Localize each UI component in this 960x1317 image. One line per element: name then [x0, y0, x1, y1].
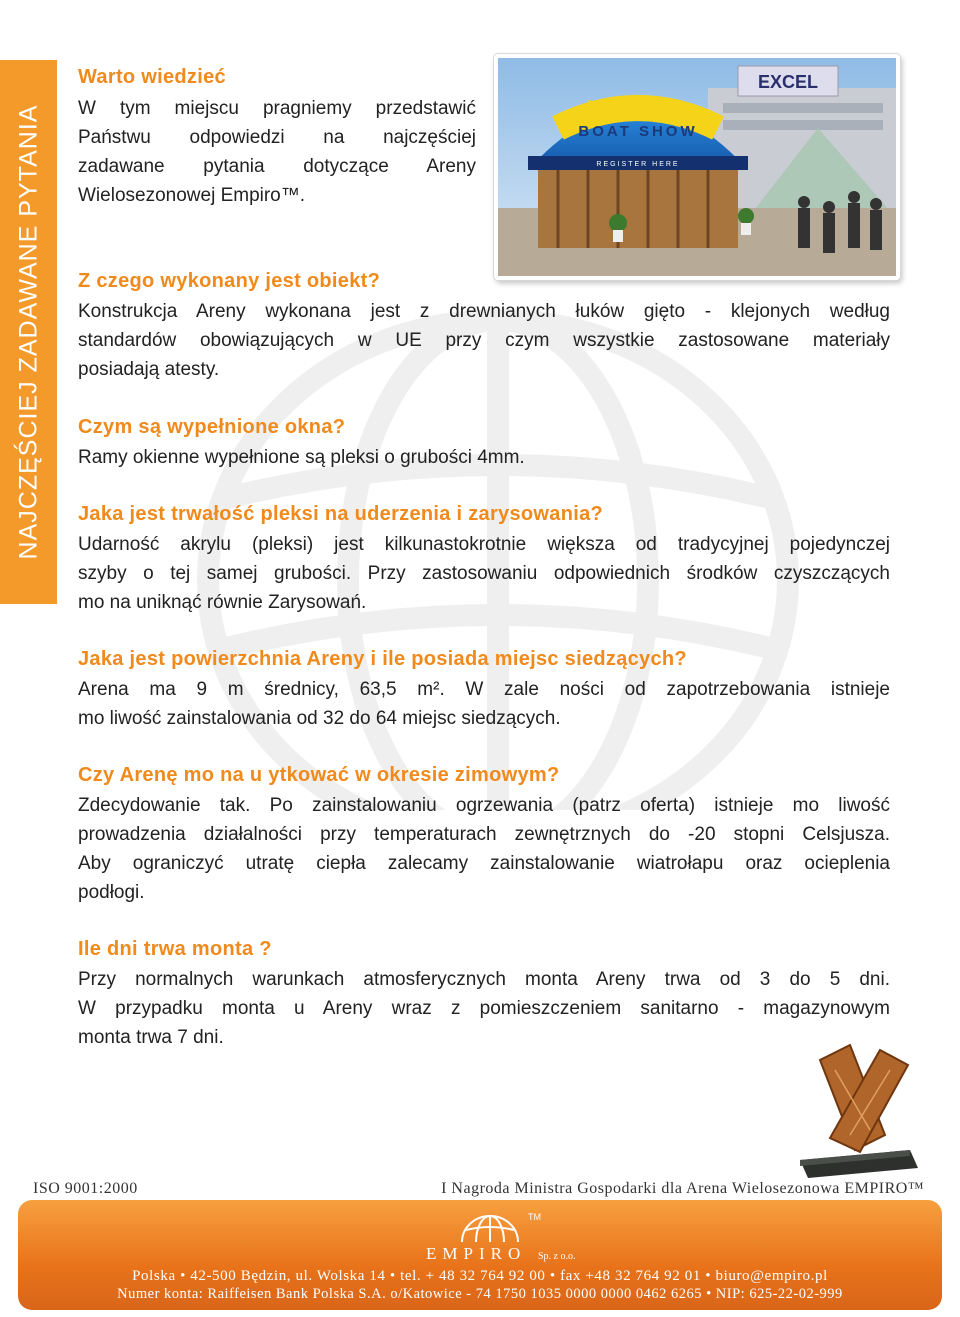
intro-line: Państwu odpowiedzi na najczęściej — [78, 127, 476, 148]
answer-line: Aby ograniczyć utratę ciepła zalecamy zainstalowanie wiatrołapu oraz ocieplenia — [78, 853, 890, 874]
logo-suffix: Sp. z o.o. — [538, 1251, 576, 1262]
answer-line: standardów obowiązujących w UE przy czym wszystkie zastosowane materiały — [78, 330, 890, 351]
dome-title-bottom: BOAT SHOW — [578, 123, 698, 140]
dome-title-top: LONDON — [587, 97, 689, 114]
answer-line: Zdecydowanie tak. Po zainstalowaniu ogrzewania (patrz oferta) istnieje mo liwość — [78, 795, 890, 816]
faq-answer — [78, 791, 890, 907]
answer-line: Konstrukcja Areny wykonana jest z drewnianych łuków gięto - klejonych według — [78, 301, 890, 322]
faq-question: Z czego wykonany jest obiekt? — [78, 270, 381, 292]
answer-line: Przy normalnych warunkach atmosferycznych monta Areny trwa od 3 do 5 dni. — [78, 969, 890, 990]
faq-question: Czym są wypełnione okna? — [78, 416, 346, 438]
intro-line: W tym miejscu pragniemy przedstawić — [78, 98, 476, 119]
answer-line: mo liwość zainstalowania od 32 do 64 miejsc siedzących. — [78, 708, 561, 729]
answer-line: szyby o tej samej grubości. Przy zastosowaniu odpowiednich środków czyszczących — [78, 563, 890, 584]
faq-answer — [78, 297, 890, 384]
answer-line: prowadzenia działalności przy temperaturach zewnętrznych do -20 stopni Celsjusza. — [78, 824, 890, 845]
faq-answer — [78, 675, 890, 733]
award-label: I Nagroda Ministra Gospodarki dla Arena Wielosezonowa EMPIRO™ — [441, 1180, 924, 1197]
side-tab — [0, 60, 57, 604]
empiro-logo — [400, 1206, 580, 1266]
answer-line: monta trwa 7 dni. — [78, 1027, 224, 1048]
faq-answer — [78, 530, 890, 617]
faq-question: Ile dni trwa monta ? — [78, 938, 272, 960]
faq-answer — [78, 443, 890, 472]
trophy-icon — [790, 1040, 920, 1180]
intro-text — [78, 94, 476, 210]
logo-tm: TM — [528, 1212, 541, 1222]
answer-line: posiadają atesty. — [78, 359, 220, 380]
answer-line: mo na uniknąć równie Zarysowań. — [78, 592, 367, 613]
faq-question: Jaka jest powierzchnia Areny i ile posiada miejsc siedzących? — [78, 648, 687, 670]
globe-logo-icon — [462, 1216, 518, 1242]
intro-heading: Warto wiedzieć — [78, 66, 226, 88]
answer-line: Udarność akrylu (pleksi) jest kilkunastokrotnie większa od tradycyjnej pojedynczej — [78, 534, 890, 555]
footer-bank: Numer konta: Raiffeisen Bank Polska S.A. o/Katowice - 74 1750 1035 0000 0000 0462 6265 • NIP: 625-22-02-999 — [117, 1286, 843, 1302]
footer-address: Polska • 42-500 Będzin, ul. Wolska 14 • tel. + 48 32 764 92 00 • fax +48 32 764 92 01 • biuro@empiro.pl — [132, 1268, 828, 1284]
dome-band-text: REGISTER HERE — [596, 161, 680, 168]
answer-line: podłogi. — [78, 882, 145, 903]
faq-answer — [78, 965, 890, 1052]
answer-line: Ramy okienne wypełnione są pleksi o grubości 4mm. — [78, 447, 525, 468]
faq-question: Czy Arenę mo na u ytkować w okresie zimowym? — [78, 764, 560, 786]
intro-line: zadawane pytania dotyczące Areny — [78, 156, 476, 177]
answer-line: W przypadku monta u Areny wraz z pomieszczeniem sanitarno - magazynowym — [78, 998, 890, 1019]
arena-photo — [494, 54, 900, 280]
logo-name: EMPIRO — [426, 1244, 527, 1263]
faq-question: Jaka jest trwałość pleksi na uderzenia i zarysowania? — [78, 503, 604, 525]
building-sign: EXCEL — [757, 72, 819, 92]
iso-label: ISO 9001:2000 — [33, 1180, 138, 1197]
side-tab-label: NAJCZĘŚCIEJ ZADAWANE PYTANIA — [14, 104, 42, 560]
answer-line: Arena ma 9 m średnicy, 63,5 m². W zale ności od zapotrzebowania istnieje — [78, 679, 890, 700]
intro-line: Wielosezonowej Empiro™. — [78, 185, 306, 206]
